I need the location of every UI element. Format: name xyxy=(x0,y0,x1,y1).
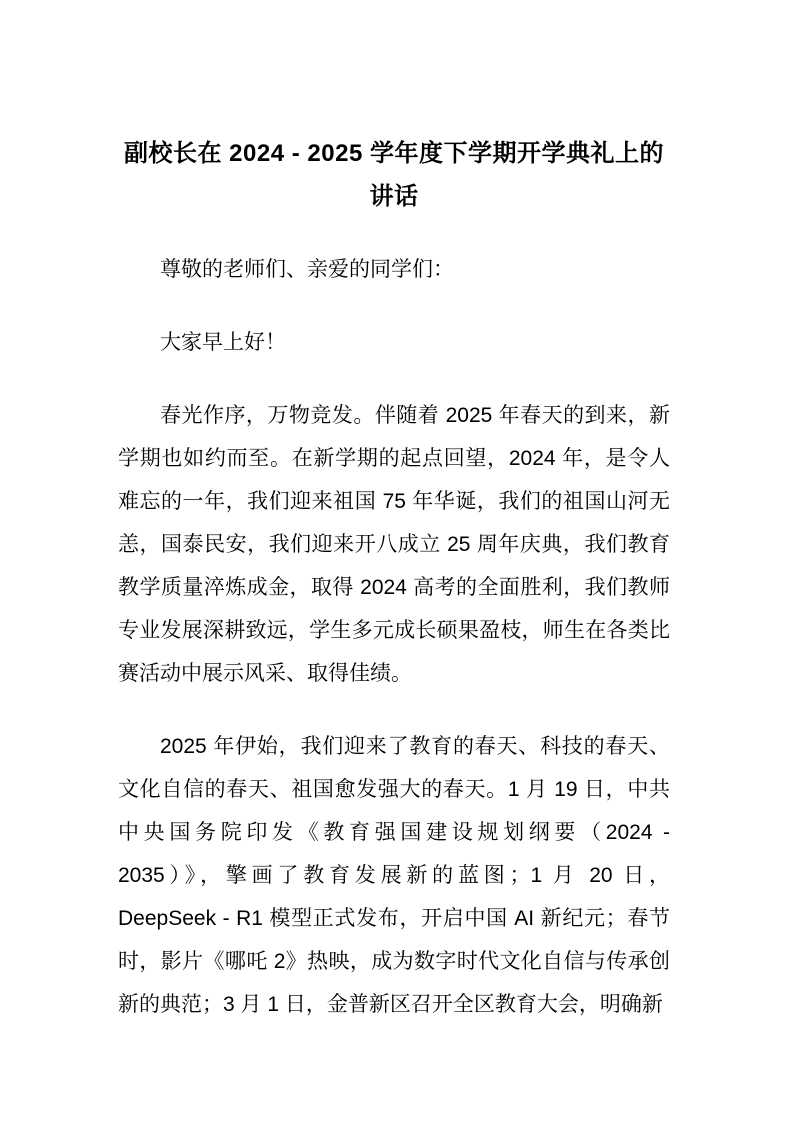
document-title: 副校长在 2024 - 2025 学年度下学期开学典礼上的讲话 xyxy=(124,140,664,210)
paragraph-review-2024: 春光作序，万物竞发。伴随着 2025 年春天的到来，新学期也如约而至。在新学期的起点回望，2024 年，是令人难忘的一年，我们迎来祖国 75 年华诞，我们的祖国山河无恙，国泰民安，我们迎来开八成立 25 周年庆典，我们教育教学质量淬炼成金，取得 2024 高考的全面胜利，我们教师专业发展深耕致远，学生多元成长硕果盈枝，师生在各类比赛活动中展示风采、取得佳绩。 xyxy=(118,404,670,685)
paragraph-spring-2025: 2025 年伊始，我们迎来了教育的春天、科技的春天、文化自信的春天、祖国愈发强大的春天。1 月 19 日，中共中央国务院印发《教育强国建设规划纲要（2024 - 2035）》，擎画了教育发展新的蓝图；1 月 20 日，DeepSeek - R1 模型正式发布，开启中国 AI 新纪元；春节时，影片《哪吒 2》热映，成为数字时代文化自信与传承创新的典范；3 月 1 日，金普新区召开全区教育大会，明确新 xyxy=(118,735,670,1016)
paragraph-greeting: 大家早上好！ xyxy=(160,331,286,354)
paragraph-salutation: 尊敬的老师们、亲爱的同学们： xyxy=(160,258,454,281)
